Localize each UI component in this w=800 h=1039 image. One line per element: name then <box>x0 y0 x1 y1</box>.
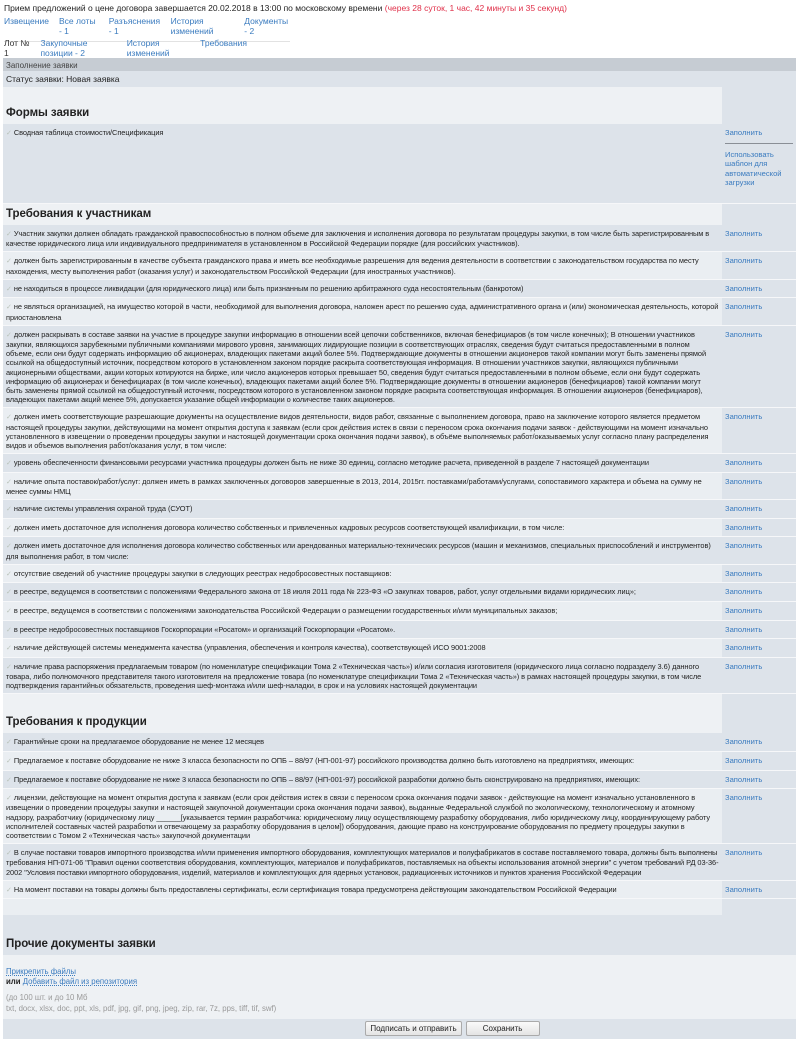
requirement-label: в реестре, ведущемся в соответствии с положениями законодательства Российской Федерации о размещении государственных и/или муниципальных заказов; <box>13 606 558 616</box>
requirement-text <box>3 500 722 518</box>
requirement-row <box>3 500 796 519</box>
fill-link[interactable]: Заполнить <box>725 329 763 339</box>
requirement-text <box>3 124 722 203</box>
requirement-text <box>3 252 722 278</box>
requirement-text <box>3 752 722 770</box>
section-title: Прочие документы заявки <box>3 915 796 955</box>
requirement-text <box>3 844 722 880</box>
application-form <box>3 58 796 1039</box>
section-other-docs <box>3 915 796 955</box>
requirement-label: должен иметь достаточное для исполнения договора количество собственных и привлеченных кадровых ресурсов соответствующей квалификации, в том числе: <box>13 522 565 532</box>
requirement-text <box>3 408 722 453</box>
file-types: txt, docx, xlsx, doc, ppt, xls, pdf, jpg, gif, png, jpeg, zip, rar, 7z, pps, tiff, tif, swf) <box>6 1003 277 1013</box>
fill-link[interactable]: Заполнить <box>725 476 763 486</box>
requirement-row <box>3 252 796 279</box>
tab-all-lots[interactable]: Все лоты - 1 <box>58 16 96 36</box>
action-cell <box>722 537 796 563</box>
requirement-label: должен быть зарегистрированным в качестве субъекта гражданского права и иметь все необходимые разрешения для ведения деятельности в соответствии с законодательством государства по месту нахождения, месту выполнения работ (оказания услуг) и законодательством Российской Федерации (для иностранных участников). <box>6 256 699 276</box>
requirement-row <box>3 454 796 473</box>
tab-documents[interactable]: Документы - 2 <box>244 16 289 36</box>
action-cell <box>722 658 796 694</box>
fill-link[interactable]: Заполнить <box>725 774 763 784</box>
action-cell <box>722 454 796 472</box>
action-cell <box>722 473 796 499</box>
checkmark-icon: ✓ <box>6 758 12 766</box>
fill-link[interactable]: Заполнить <box>725 661 763 671</box>
spacer-cell <box>722 899 796 915</box>
requirement-text <box>3 583 722 601</box>
application-status: Статус заявки: Новая заявка <box>3 71 796 87</box>
checkmark-icon: ✓ <box>6 626 12 634</box>
tab-clarifications[interactable]: Разъяснения - 1 <box>108 16 161 36</box>
checkmark-icon: ✓ <box>6 130 12 137</box>
checkmark-icon: ✓ <box>6 663 12 671</box>
action-cell <box>722 639 796 657</box>
requirement-row <box>3 789 796 844</box>
fill-link[interactable]: Заполнить <box>725 128 763 137</box>
requirement-label: должен иметь соответствующие разрешающие документы на осуществление видов деятельности, видов работ, связанные с выполнением договора, право на заключение которого является предметом настоящей процедуры закупки, действующими на момент открытия доступа к заявкам (если срок действия истек в связи с переносом срока окончания подачи заявок - действующими на момент изначально установленного в извещении о проведении процедуры закупки и настоящей документации срока окончания подачи заявок), в объёме выполняемых работ/оказываемых услуг согласно плану распределения видов и объемов выполнения работ/оказания услуг, в том числе: <box>6 412 709 451</box>
requirement-text <box>3 789 722 843</box>
requirement-label: Сводная таблица стоимости/Спецификация <box>13 128 164 137</box>
fill-link[interactable]: Заполнить <box>725 606 763 616</box>
requirement-text <box>3 881 722 899</box>
requirement-text <box>3 280 722 298</box>
requirement-row <box>3 621 796 640</box>
requirement-label: в реестре недобросовестных поставщиков Госкорпорации «Росатом» и организаций Госкорпорации «Росатом». <box>13 624 396 634</box>
action-cell <box>722 733 796 751</box>
action-cell <box>722 844 796 880</box>
requirement-row <box>3 771 796 790</box>
action-column <box>722 204 796 225</box>
checkmark-icon: ✓ <box>6 589 12 597</box>
requirement-row <box>3 519 796 538</box>
action-cell <box>722 621 796 639</box>
section-title: Требования к продукции <box>3 694 722 733</box>
requirement-label: Гарантийные сроки на предлагаемое оборудование не менее 12 месяцев <box>13 737 265 747</box>
spacer-cell <box>3 899 722 915</box>
requirement-row <box>3 565 796 584</box>
requirement-row <box>3 225 796 252</box>
deadline-notice <box>4 3 567 13</box>
checkmark-icon: ✓ <box>6 331 12 339</box>
checkmark-icon: ✓ <box>6 506 12 514</box>
form-actions <box>3 1019 796 1039</box>
requirement-text <box>3 298 722 324</box>
requirement-label: Предлагаемое к поставке оборудование не ниже 3 класса безопасности по ОПБ – 88/97 (НП-001-97) российской разработки должно быть сконструировано на предприятиях, имеющих: <box>13 774 640 784</box>
checkmark-icon: ✓ <box>6 414 12 422</box>
checkmark-icon: ✓ <box>6 524 12 532</box>
action-cell <box>722 752 796 770</box>
fill-link[interactable]: Заполнить <box>725 256 763 266</box>
requirement-label: наличие действующей системы менеджмента качества (управления, обеспечения и контроля качества), соответствующей ИСО 9001:2008 <box>13 643 486 653</box>
requirement-text <box>3 225 722 251</box>
form-header: Заполнение заявки <box>3 58 796 71</box>
fill-link[interactable]: Заполнить <box>725 541 763 551</box>
fill-link[interactable]: Заполнить <box>725 643 763 653</box>
fill-link[interactable]: Заполнить <box>725 793 763 803</box>
fill-link[interactable]: Заполнить <box>725 229 763 238</box>
requirement-row <box>3 124 796 204</box>
requirement-text <box>3 621 722 639</box>
fill-link[interactable]: Заполнить <box>725 458 763 468</box>
action-cell <box>722 225 796 251</box>
requirement-label: не находиться в процессе ликвидации (для юридического лица) или быть признанным по решению арбитражного суда несостоятельным (банкротом) <box>13 283 524 293</box>
requirement-text <box>3 733 722 751</box>
requirement-row <box>3 280 796 299</box>
fill-link[interactable]: Заполнить <box>725 522 763 532</box>
requirement-text <box>3 326 722 408</box>
tab-history[interactable]: История изменений <box>170 16 214 36</box>
requirement-row <box>3 298 796 325</box>
requirement-row <box>3 326 796 409</box>
use-template-link[interactable]: Использовать шаблон для автоматической загрузки <box>725 149 782 188</box>
action-cell <box>722 252 796 278</box>
checkmark-icon: ✓ <box>6 258 12 266</box>
requirement-row <box>3 602 796 621</box>
requirement-row <box>3 639 796 658</box>
checkmark-icon: ✓ <box>6 608 12 616</box>
save-button[interactable]: Сохранить <box>466 1021 540 1036</box>
checkmark-icon: ✓ <box>6 478 12 486</box>
requirement-row <box>3 408 796 454</box>
requirement-row <box>3 658 796 695</box>
requirement-label: Участник закупки должен обладать гражданской правоспособностью в полном объеме для заключения и исполнения договора по результатам процедуры закупки, в том числе быть зарегистрированным в качестве юридического лица или индивидуального предпринимателя в установленном в Российской Федерации порядке (для российских участников). <box>6 229 710 249</box>
file-limit: (до 100 шт. и до 10 Мб <box>6 993 88 1003</box>
requirement-row <box>3 537 796 564</box>
requirement-label: Предлагаемое к поставке оборудование не ниже 3 класса безопасности по ОПБ – 88/97 (НП-001-97) российского производства должно быть изготовлено на предприятиях, имеющих: <box>13 756 635 766</box>
requirement-label: в реестре, ведущемся в соответствии с положениями Федерального закона от 18 июля 2011 года № 223-ФЗ «О закупках товаров, работ, услуг отдельными видами юридических лиц»; <box>13 587 636 597</box>
checkmark-icon: ✓ <box>6 850 12 858</box>
action-cell <box>722 565 796 583</box>
fill-link[interactable]: Заполнить <box>725 568 763 578</box>
sign-and-submit-button[interactable]: Подписать и отправить <box>365 1021 461 1036</box>
fill-link[interactable]: Заполнить <box>725 848 763 858</box>
requirement-row <box>3 583 796 602</box>
checkmark-icon: ✓ <box>6 543 12 551</box>
requirement-row <box>3 733 796 752</box>
requirement-text <box>3 658 722 694</box>
section-heading <box>3 204 796 225</box>
add-from-repository-link[interactable]: Добавить файл из репозитория <box>22 977 138 987</box>
checkmark-icon: ✓ <box>6 886 12 894</box>
tab-requirements[interactable]: Требования <box>200 38 247 48</box>
action-cell <box>722 881 796 899</box>
action-cell <box>722 602 796 620</box>
divider <box>725 143 793 144</box>
fill-link[interactable]: Заполнить <box>725 283 763 293</box>
tab-lot-1[interactable]: Лот № 1 <box>4 38 30 64</box>
file-upload-area <box>3 955 796 1019</box>
requirement-label: отсутствие сведений об участнике процедуры закупки в следующих реестрах недобросовестных поставщиков: <box>13 568 392 578</box>
requirement-text <box>3 519 722 537</box>
fill-link[interactable]: Заполнить <box>725 756 763 766</box>
requirement-label: наличие права распоряжения предлагаемым товаром (по номенклатуре спецификации Тома 2 «Техническая часть») и/или согласия изготовителя (юридического лица согласно подразделу 3.6) данного товара, либо полномочного представителя такого изготовителя на предложение товара (по номенклатуре спецификации Тома 2 «Техническая часть») в рамках настоящей процедуры закупки, в том числе подтверждения гарантийных обязательств, проведения шеф-монтажа и/или шеф-наладки, в срок и на условиях настоящей документации <box>6 661 702 691</box>
tab-lot-history[interactable]: История изменений <box>126 38 170 58</box>
checkmark-icon: ✓ <box>6 304 12 312</box>
checkmark-icon: ✓ <box>6 570 12 578</box>
action-cell <box>722 583 796 601</box>
section-title: Требования к участникам <box>3 204 722 225</box>
requirement-label: должен иметь достаточное для исполнения договора количество собственных или арендованных материально-технических ресурсов (машин и механизмов, специальных приспособлений и инструментов) для выполнения работ, в том числе: <box>6 541 711 561</box>
action-cell <box>722 789 796 843</box>
requirement-label: должен раскрывать в составе заявки на участие в процедуре закупки информацию в отношении всей цепочки собственников, включая бенефициаров (в том числе конечных); В отношении участников закупки, являющихся зарубежными публичными компаниями мирового уровня, занимающих лидирующие позиции в соответствующих отраслях, сведения будут считаться предоставленными в полном объеме, если они будут содержать информацию об акционерах, владеющих пакетами акций более 5%. Подтверждающие документы в отношении акционеров такой компании могут быть заменены прямой ссылкой на общедоступный источник, посредством которого в установленном законом порядке раскрыта соответствующая информация. В отношении участников закупки, являющихся публичными акционерными обществами, акции которых котируются на бирже, или число акционеров которых превышает 50, сведения будут считаться предоставленными в полном объеме, если они будут содержать информацию об акционерах и бенефициарах (в том числе конечных), владеющих пакетами акций более 5%. Подтверждающие документы в отношении акционеров (бенефициаров) такой компании могут быть заменены прямой ссылкой на общедоступный источник, посредством которого в установленном законом порядке раскрыта соответствующая информация. В отношении акционеров (бенефициаров), владеющих пакетами акций менее 5%, допускается указание общей информации о количестве таких акционеров. <box>6 329 707 405</box>
requirement-text <box>3 602 722 620</box>
requirement-label: наличие опыта поставок/работ/услуг: должен иметь в рамках заключенных договоров завершенные в 2013, 2014, 2015гг. поставками/работами/услугами, сопоставимого характера и объема на сумму не менее суммы НМЦ <box>6 476 702 497</box>
checkmark-icon: ✓ <box>6 460 12 468</box>
requirement-row <box>3 844 796 881</box>
action-column <box>722 87 796 124</box>
checkmark-icon: ✓ <box>6 645 12 653</box>
fill-link[interactable]: Заполнить <box>725 412 763 422</box>
requirement-label: не являться организацией, на имущество которой в части, необходимой для выполнения договора, наложен арест по решению суда, административного органа и (или) экономическая деятельность, которой приостановлена <box>6 302 719 322</box>
attach-files-link[interactable]: Прикрепить файлы <box>6 967 77 977</box>
fill-link[interactable]: Заполнить <box>725 884 763 894</box>
requirement-row <box>3 473 796 500</box>
requirement-label: уровень обеспеченности финансовыми ресурсами участника процедуры должен быть не ниже 30 единиц, согласно методике расчета, приведенной в разделе 7 настоящей документации <box>13 458 649 468</box>
requirement-label: лицензии, действующие на момент открытия доступа к заявкам (если срок действия истек в связи с переносом срока окончания подачи заявок - действующие на момент изначально установленного в извещении о проведении процедуры закупки и настоящей закупочной документации срока окончания подачи заявок), выданные Федеральной службой по экологическому, технологическому и атомному надзору, разработчику (юридическому лицу ______[указывается термин разработчика: юридическому лицу осуществляющему разработку оборудования, либо юридическому лицу, координирующему работу исполнителей составных частей разработки и отвечающему за разработку оборудования в целом]) оборудования, дающие право на конструирование оборудования по предмету процедуры закупки в соответствии с Томом 2 «Техническая часть» закупочной документации <box>6 793 711 841</box>
section-heading <box>3 87 796 124</box>
requirement-text <box>3 454 722 472</box>
checkmark-icon: ✓ <box>6 739 12 747</box>
requirement-text <box>3 473 722 499</box>
section-title: Формы заявки <box>3 87 722 124</box>
tab-purchase-positions[interactable]: Закупочные позиции - 2 <box>40 38 88 58</box>
fill-link[interactable]: Заполнить <box>725 624 763 634</box>
checkmark-icon: ✓ <box>6 795 12 803</box>
spacer <box>3 899 796 915</box>
time-remaining: (через 28 суток, 1 час, 42 минуты и 35 секунд) <box>384 3 567 13</box>
fill-link[interactable]: Заполнить <box>725 504 763 514</box>
or-label: или <box>6 977 21 987</box>
action-cell <box>722 298 796 324</box>
requirement-text <box>3 537 722 563</box>
action-cell <box>722 771 796 789</box>
requirement-label: В случае поставки товаров импортного производства и/или применения импортного оборудования, комплектующих материалов и полуфабрикатов в составе поставляемого товара, должны быть выполнены требования НП-071-06 "Правил оценки соответствия оборудования, комплектующих, материалов и полуфабрикатов, поставляемых на объекты использования атомной энергии" с учетом требований РД 03-36-2002 "Условия поставки импортного оборудования, изделий, материалов и комплектующих для ядерных установок, радиационных источников и пунктов хранения Российской Федерации <box>6 848 719 877</box>
requirement-text <box>3 565 722 583</box>
checkmark-icon: ✓ <box>6 776 12 784</box>
deadline-text: Прием предложений о цене договора завершается 20.02.2018 в 13:00 по московскому времени <box>4 3 383 13</box>
requirement-row <box>3 752 796 771</box>
fill-link[interactable]: Заполнить <box>725 737 763 747</box>
fill-link[interactable]: Заполнить <box>725 587 763 597</box>
action-cell <box>722 500 796 518</box>
checkmark-icon: ✓ <box>6 285 12 293</box>
action-cell <box>722 408 796 453</box>
tab-notice[interactable]: Извещение <box>4 16 49 26</box>
requirement-text <box>3 639 722 657</box>
requirements-table <box>3 87 796 915</box>
checkmark-icon: ✓ <box>6 231 12 238</box>
action-cell <box>722 124 796 203</box>
action-cell <box>722 519 796 537</box>
requirement-label: наличие системы управления охраной труда (СУОТ) <box>13 504 193 514</box>
requirement-text <box>3 771 722 789</box>
action-column <box>722 694 796 733</box>
requirement-label: На момент поставки на товары должны быть предоставлены сертификаты, если сертификация товара предусмотрена действующим законодательством Российской Федерации <box>13 884 617 894</box>
action-cell <box>722 280 796 298</box>
requirement-row <box>3 881 796 900</box>
section-heading <box>3 694 796 733</box>
fill-link[interactable]: Заполнить <box>725 302 763 312</box>
action-cell <box>722 326 796 408</box>
